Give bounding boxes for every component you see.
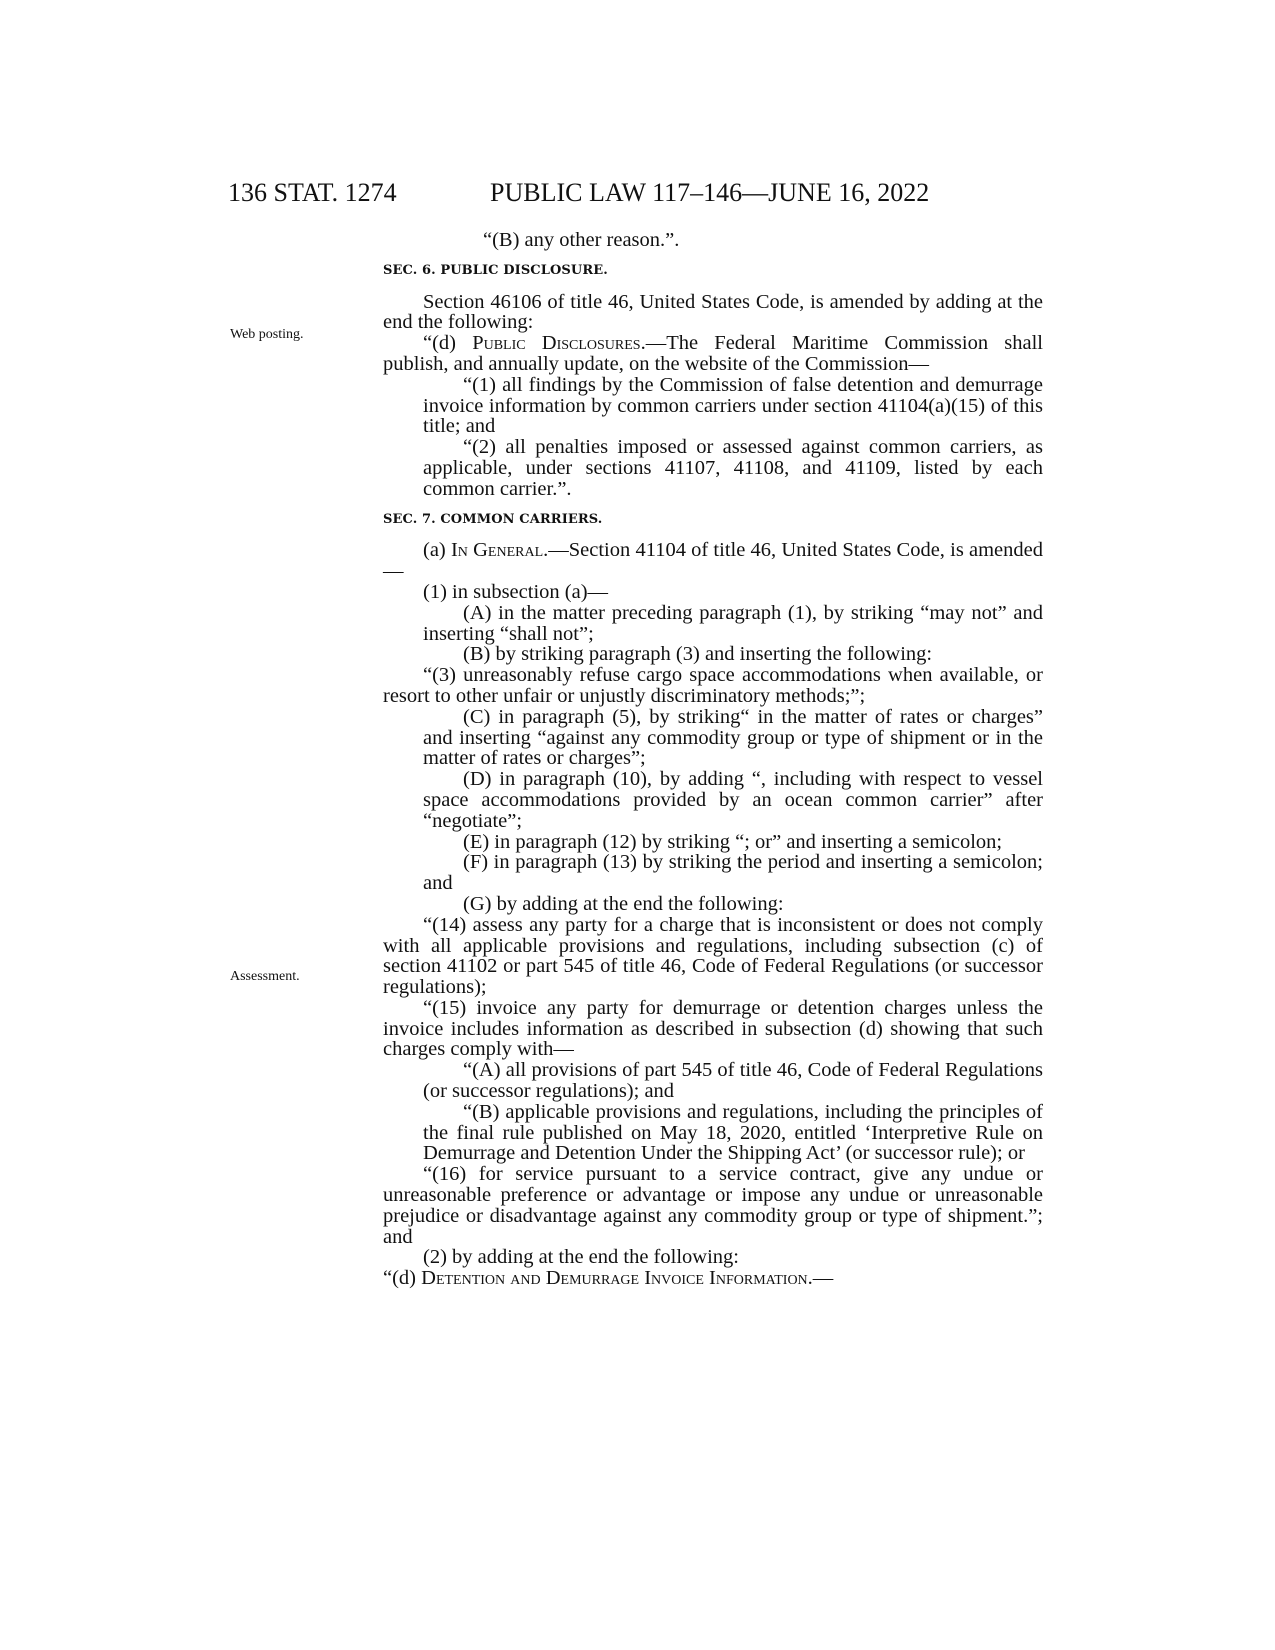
page-header xyxy=(228,178,1048,218)
paragraph-b-reason: “(B) any other reason.”. xyxy=(483,229,680,251)
section-7-item-D: (D) in paragraph (10), by adding “, including with respect to vessel space accommodations provided by an ocean common carrier” after “negotiate”; xyxy=(423,768,1043,832)
heading-dash: .— xyxy=(807,1267,834,1290)
margin-note-web-posting: Web posting. xyxy=(230,327,304,342)
document-body xyxy=(383,230,1043,1289)
subsection-text: .—The Federal Maritime Commission shall publish, and annually update, on the website of the Commission— xyxy=(383,332,1043,375)
section-6-item-1: “(1) all findings by the Commission of false detention and demurrage invoice information by common carriers under section 41104(a)(15) of this title; and xyxy=(423,373,1043,438)
section-7-item-C: (C) in paragraph (5), by striking“ in the matter of rates or charges” and inserting “against any commodity group or type of shipment or in the matter of rates or charges”; xyxy=(423,705,1043,770)
section-7-item-2: (2) by adding at the end the following: xyxy=(423,1246,739,1269)
subsection-heading: In General xyxy=(450,539,544,562)
section-7-item-B: (B) by striking paragraph (3) and inserting the following: xyxy=(463,643,933,666)
section-7-quoted-15A: “(A) all provisions of part 545 of title 46, Code of Federal Regulations (or successor regulations); and xyxy=(423,1059,1043,1103)
subsection-text: .—Section 41104 of title 46, United States Code, is amended— xyxy=(383,539,1043,583)
section-7-item-1: (1) in subsection (a)— xyxy=(423,580,609,603)
quote-open: “(d) xyxy=(383,1267,422,1290)
law-title: PUBLIC LAW 117–146—JUNE 16, 2022 xyxy=(490,178,930,207)
section-6-item-2: “(2) all penalties imposed or assessed against common carriers, as applicable, under sections 41107, 41108, and 41109, listed by each common carrier.”. xyxy=(423,436,1043,500)
section-7-heading: SEC. 7. COMMON CARRIERS. xyxy=(383,511,603,527)
section-6-intro: Section 46106 of title 46, United States Code, is amended by adding at the end the following: xyxy=(383,290,1043,334)
quote-open: “(d) xyxy=(423,332,473,355)
section-7-item-F: (F) in paragraph (13) by striking the period and inserting a semicolon; and xyxy=(423,851,1043,895)
subsection-heading: Public Disclosures xyxy=(472,332,641,355)
label-open: (a) xyxy=(423,539,451,562)
section-7-item-A: (A) in the matter preceding paragraph (1), by striking “may not” and inserting “shall not”; xyxy=(423,601,1043,645)
section-7-quoted-16: “(16) for service pursuant to a service contract, give any undue or unreasonable preference or advantage or impose any undue or unreasonable prejudice or disadvantage against any commodity group or type of shipment.”; and xyxy=(383,1163,1043,1248)
section-7-item-E: (E) in paragraph (12) by striking “; or” and inserting a semicolon; xyxy=(463,830,1003,853)
section-7-quoted-3: “(3) unreasonably refuse cargo space accommodations when available, or resort to other unfair or unjustly discriminatory methods;”; xyxy=(383,664,1043,707)
section-7-subsection-d xyxy=(383,1268,1043,1289)
section-7-quoted-15B: “(B) applicable provisions and regulations, including the principles of the final rule published on May 18, 2020, entitled ‘Interpretive Rule on Demurrage and Detention Under the Shipping Act’ (or successor rule); or xyxy=(423,1100,1043,1165)
section-6-subsection-d xyxy=(383,333,1043,375)
margin-note-assessment: Assessment. xyxy=(230,969,300,984)
section-7-subsection-a xyxy=(383,540,1043,582)
section-7-quoted-14: “(14) assess any party for a charge that is inconsistent or does not comply with all applicable provisions and regulations, including subsection (c) of section 41102 or part 545 of title 46, Code of Federal Regulations (or successor regulations); xyxy=(383,913,1043,999)
section-7-quoted-15: “(15) invoice any party for demurrage or detention charges unless the invoice includes information as described in subsection (d) showing that such charges comply with— xyxy=(383,996,1043,1061)
section-6-heading: SEC. 6. PUBLIC DISCLOSURE. xyxy=(383,262,608,278)
subsection-heading: Detention and Demurrage Invoice Information xyxy=(421,1267,808,1290)
stat-reference: 136 STAT. 1274 xyxy=(228,178,397,207)
section-7-item-G: (G) by adding at the end the following: xyxy=(463,892,784,915)
